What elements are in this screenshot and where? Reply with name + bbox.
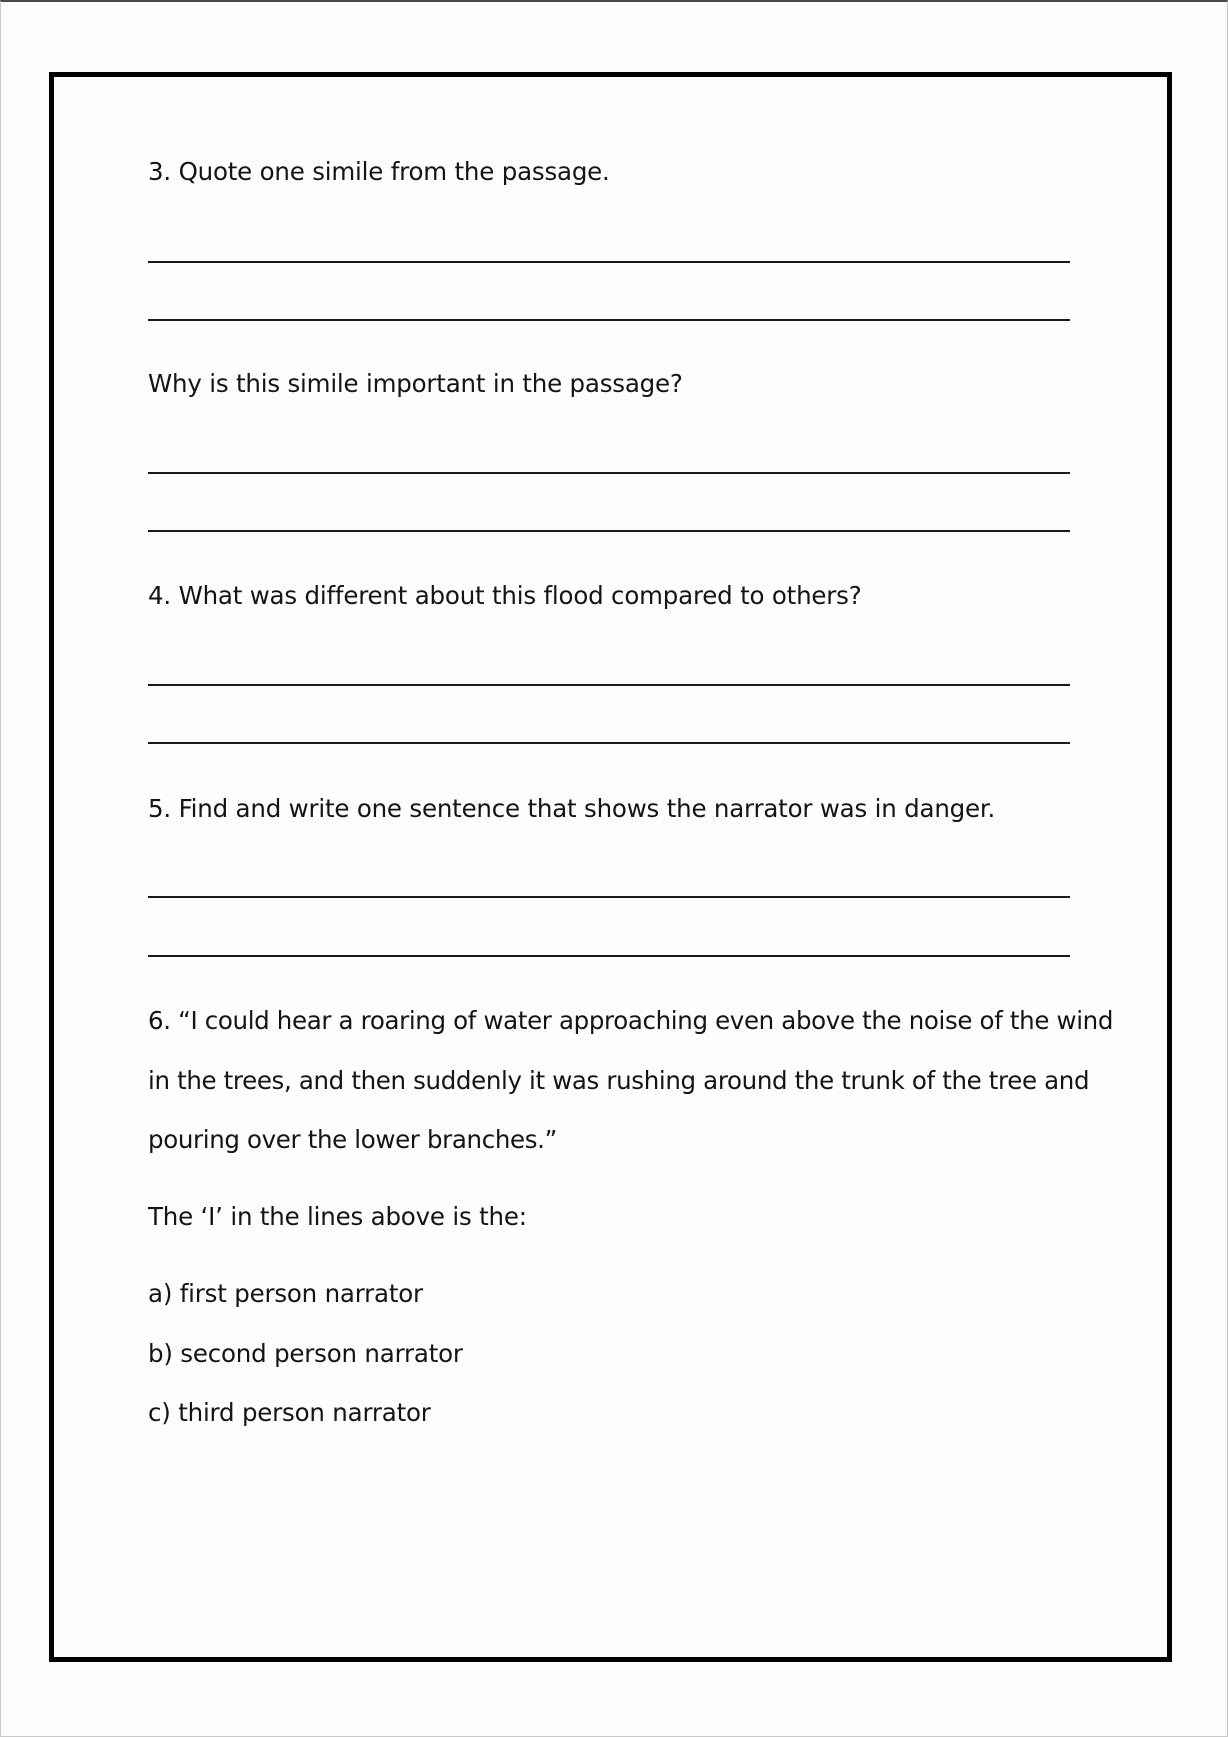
option-c[interactable]: c) third person narrator [148, 1398, 431, 1427]
question-3-followup: Why is this simile important in the passage? [148, 369, 683, 398]
answer-line-4a[interactable] [148, 684, 1070, 686]
question-6-quote-line: in the trees, and then suddenly it was rushing around the trunk of the tree and [148, 1066, 1090, 1095]
answer-line-5a[interactable] [148, 896, 1070, 898]
option-b[interactable]: b) second person narrator [148, 1339, 463, 1368]
answer-line-5b[interactable] [148, 955, 1070, 957]
answer-line-3d[interactable] [148, 530, 1070, 532]
answer-line-3b[interactable] [148, 319, 1070, 321]
question-6-stem: The ‘I’ in the lines above is the: [148, 1202, 527, 1231]
question-5-prompt: 5. Find and write one sentence that shows the narrator was in danger. [148, 794, 996, 823]
answer-line-3c[interactable] [148, 472, 1070, 474]
option-a[interactable]: a) first person narrator [148, 1279, 423, 1308]
question-6-quote-line: 6. “I could hear a roaring of water approaching even above the noise of the wind [148, 1006, 1114, 1035]
question-3-prompt: 3. Quote one simile from the passage. [148, 157, 610, 186]
question-6-quote-line: pouring over the lower branches.” [148, 1125, 557, 1154]
answer-line-4b[interactable] [148, 742, 1070, 744]
question-4-prompt: 4. What was different about this flood compared to others? [148, 581, 862, 610]
answer-line-3a[interactable] [148, 261, 1070, 263]
